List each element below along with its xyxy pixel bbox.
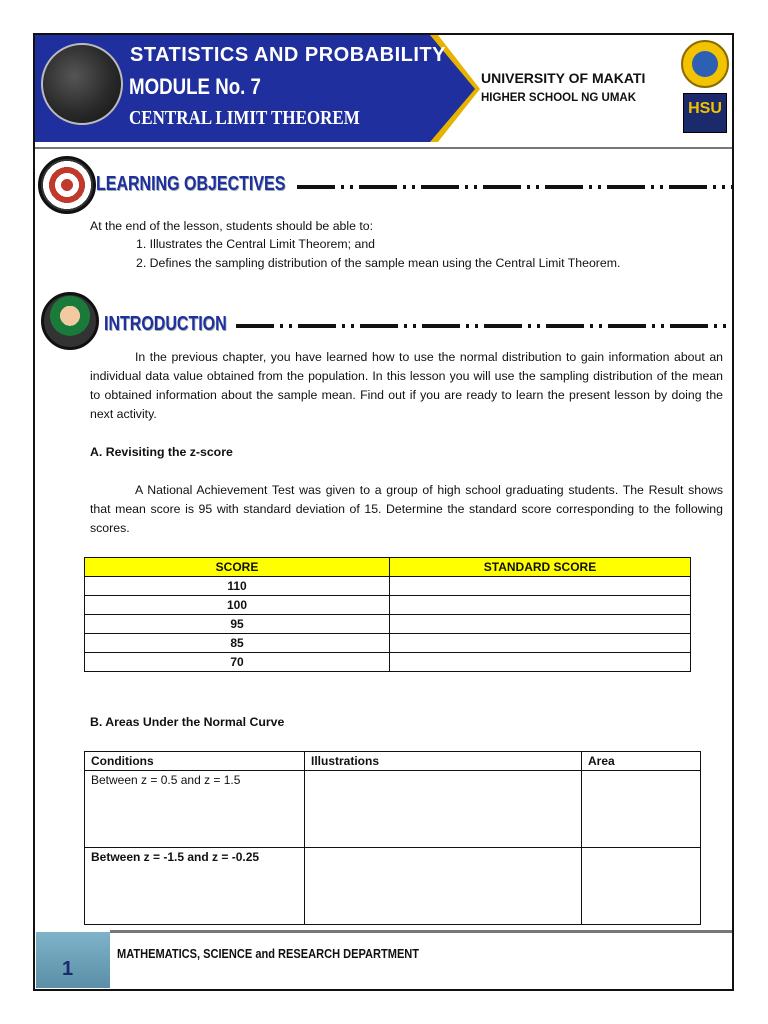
standard-score-cell bbox=[390, 577, 691, 596]
introduction-divider bbox=[236, 324, 732, 328]
illustration-cell bbox=[305, 771, 582, 848]
clock-badge-icon bbox=[41, 43, 123, 125]
table-row bbox=[85, 615, 691, 634]
footer-divider bbox=[110, 930, 732, 933]
introduction-title: INTRODUCTION bbox=[104, 313, 227, 335]
objective-item: 1. Illustrates the Central Limit Theorem; and bbox=[136, 237, 375, 251]
table-row bbox=[85, 771, 701, 848]
hsu-logo: HSU bbox=[683, 93, 727, 133]
area-cell bbox=[582, 848, 701, 925]
z-score-table bbox=[84, 557, 691, 672]
score-cell: 70 bbox=[85, 653, 390, 672]
table-row bbox=[85, 848, 701, 925]
area-header: Area bbox=[582, 752, 701, 771]
table-row bbox=[85, 596, 691, 615]
section-a-paragraph: A National Achievement Test was given to a group of high school graduating students. The Result shows that mean score is 95 with standard deviation of 15. Determine the standard score corresponding to the following scores. bbox=[90, 483, 723, 535]
objective-item: 2. Defines the sampling distribution of the sample mean using the Central Limit Theorem. bbox=[136, 256, 621, 270]
section-a-heading: A. Revisiting the z-score bbox=[90, 445, 233, 459]
score-header: SCORE bbox=[85, 558, 390, 577]
normal-curve-table bbox=[84, 751, 701, 925]
table-row bbox=[85, 653, 691, 672]
objectives-divider bbox=[297, 185, 732, 189]
department-name: MATHEMATICS, SCIENCE and RESEARCH DEPARTMENT bbox=[117, 946, 420, 961]
condition-cell: Between z = 0.5 and z = 1.5 bbox=[85, 771, 305, 848]
score-cell: 110 bbox=[85, 577, 390, 596]
area-cell bbox=[582, 771, 701, 848]
school-name: HIGHER SCHOOL NG UMAK bbox=[481, 92, 637, 104]
university-seal-icon bbox=[681, 40, 729, 88]
table-row bbox=[85, 634, 691, 653]
objectives-title: LEARNING OBJECTIVES bbox=[96, 173, 286, 195]
standard-score-cell bbox=[390, 653, 691, 672]
introduction-paragraph: In the previous chapter, you have learned how to use the normal distribution to gain information about an individual data value obtained from the population. In this lesson you will use the sampling distribution of the mean to obtained information about the sample mean. Find out if you are ready to learn the present lesson by doing the next activity. bbox=[90, 350, 723, 421]
introduction-icon bbox=[41, 292, 99, 350]
section-b-heading: B. Areas Under the Normal Curve bbox=[90, 715, 285, 729]
illustration-cell bbox=[305, 848, 582, 925]
objectives-intro: At the end of the lesson, students should be able to: bbox=[90, 219, 374, 233]
standard-score-cell bbox=[390, 634, 691, 653]
score-cell: 95 bbox=[85, 615, 390, 634]
condition-cell: Between z = -1.5 and z = -0.25 bbox=[85, 848, 305, 925]
standard-score-header: STANDARD SCORE bbox=[390, 558, 691, 577]
subject-title: STATISTICS AND PROBABILITY bbox=[130, 44, 446, 66]
module-number: MODULE No. 7 bbox=[129, 74, 261, 99]
conditions-header: Conditions bbox=[85, 752, 305, 771]
table-row bbox=[85, 577, 691, 596]
target-icon bbox=[38, 156, 96, 214]
page-number: 1 bbox=[62, 958, 74, 980]
module-topic: CENTRAL LIMIT THEOREM bbox=[129, 107, 360, 129]
university-name: UNIVERSITY OF MAKATI bbox=[481, 70, 646, 86]
header-divider bbox=[35, 147, 732, 149]
standard-score-cell bbox=[390, 615, 691, 634]
score-cell: 85 bbox=[85, 634, 390, 653]
standard-score-cell bbox=[390, 596, 691, 615]
score-cell: 100 bbox=[85, 596, 390, 615]
illustrations-header: Illustrations bbox=[305, 752, 582, 771]
